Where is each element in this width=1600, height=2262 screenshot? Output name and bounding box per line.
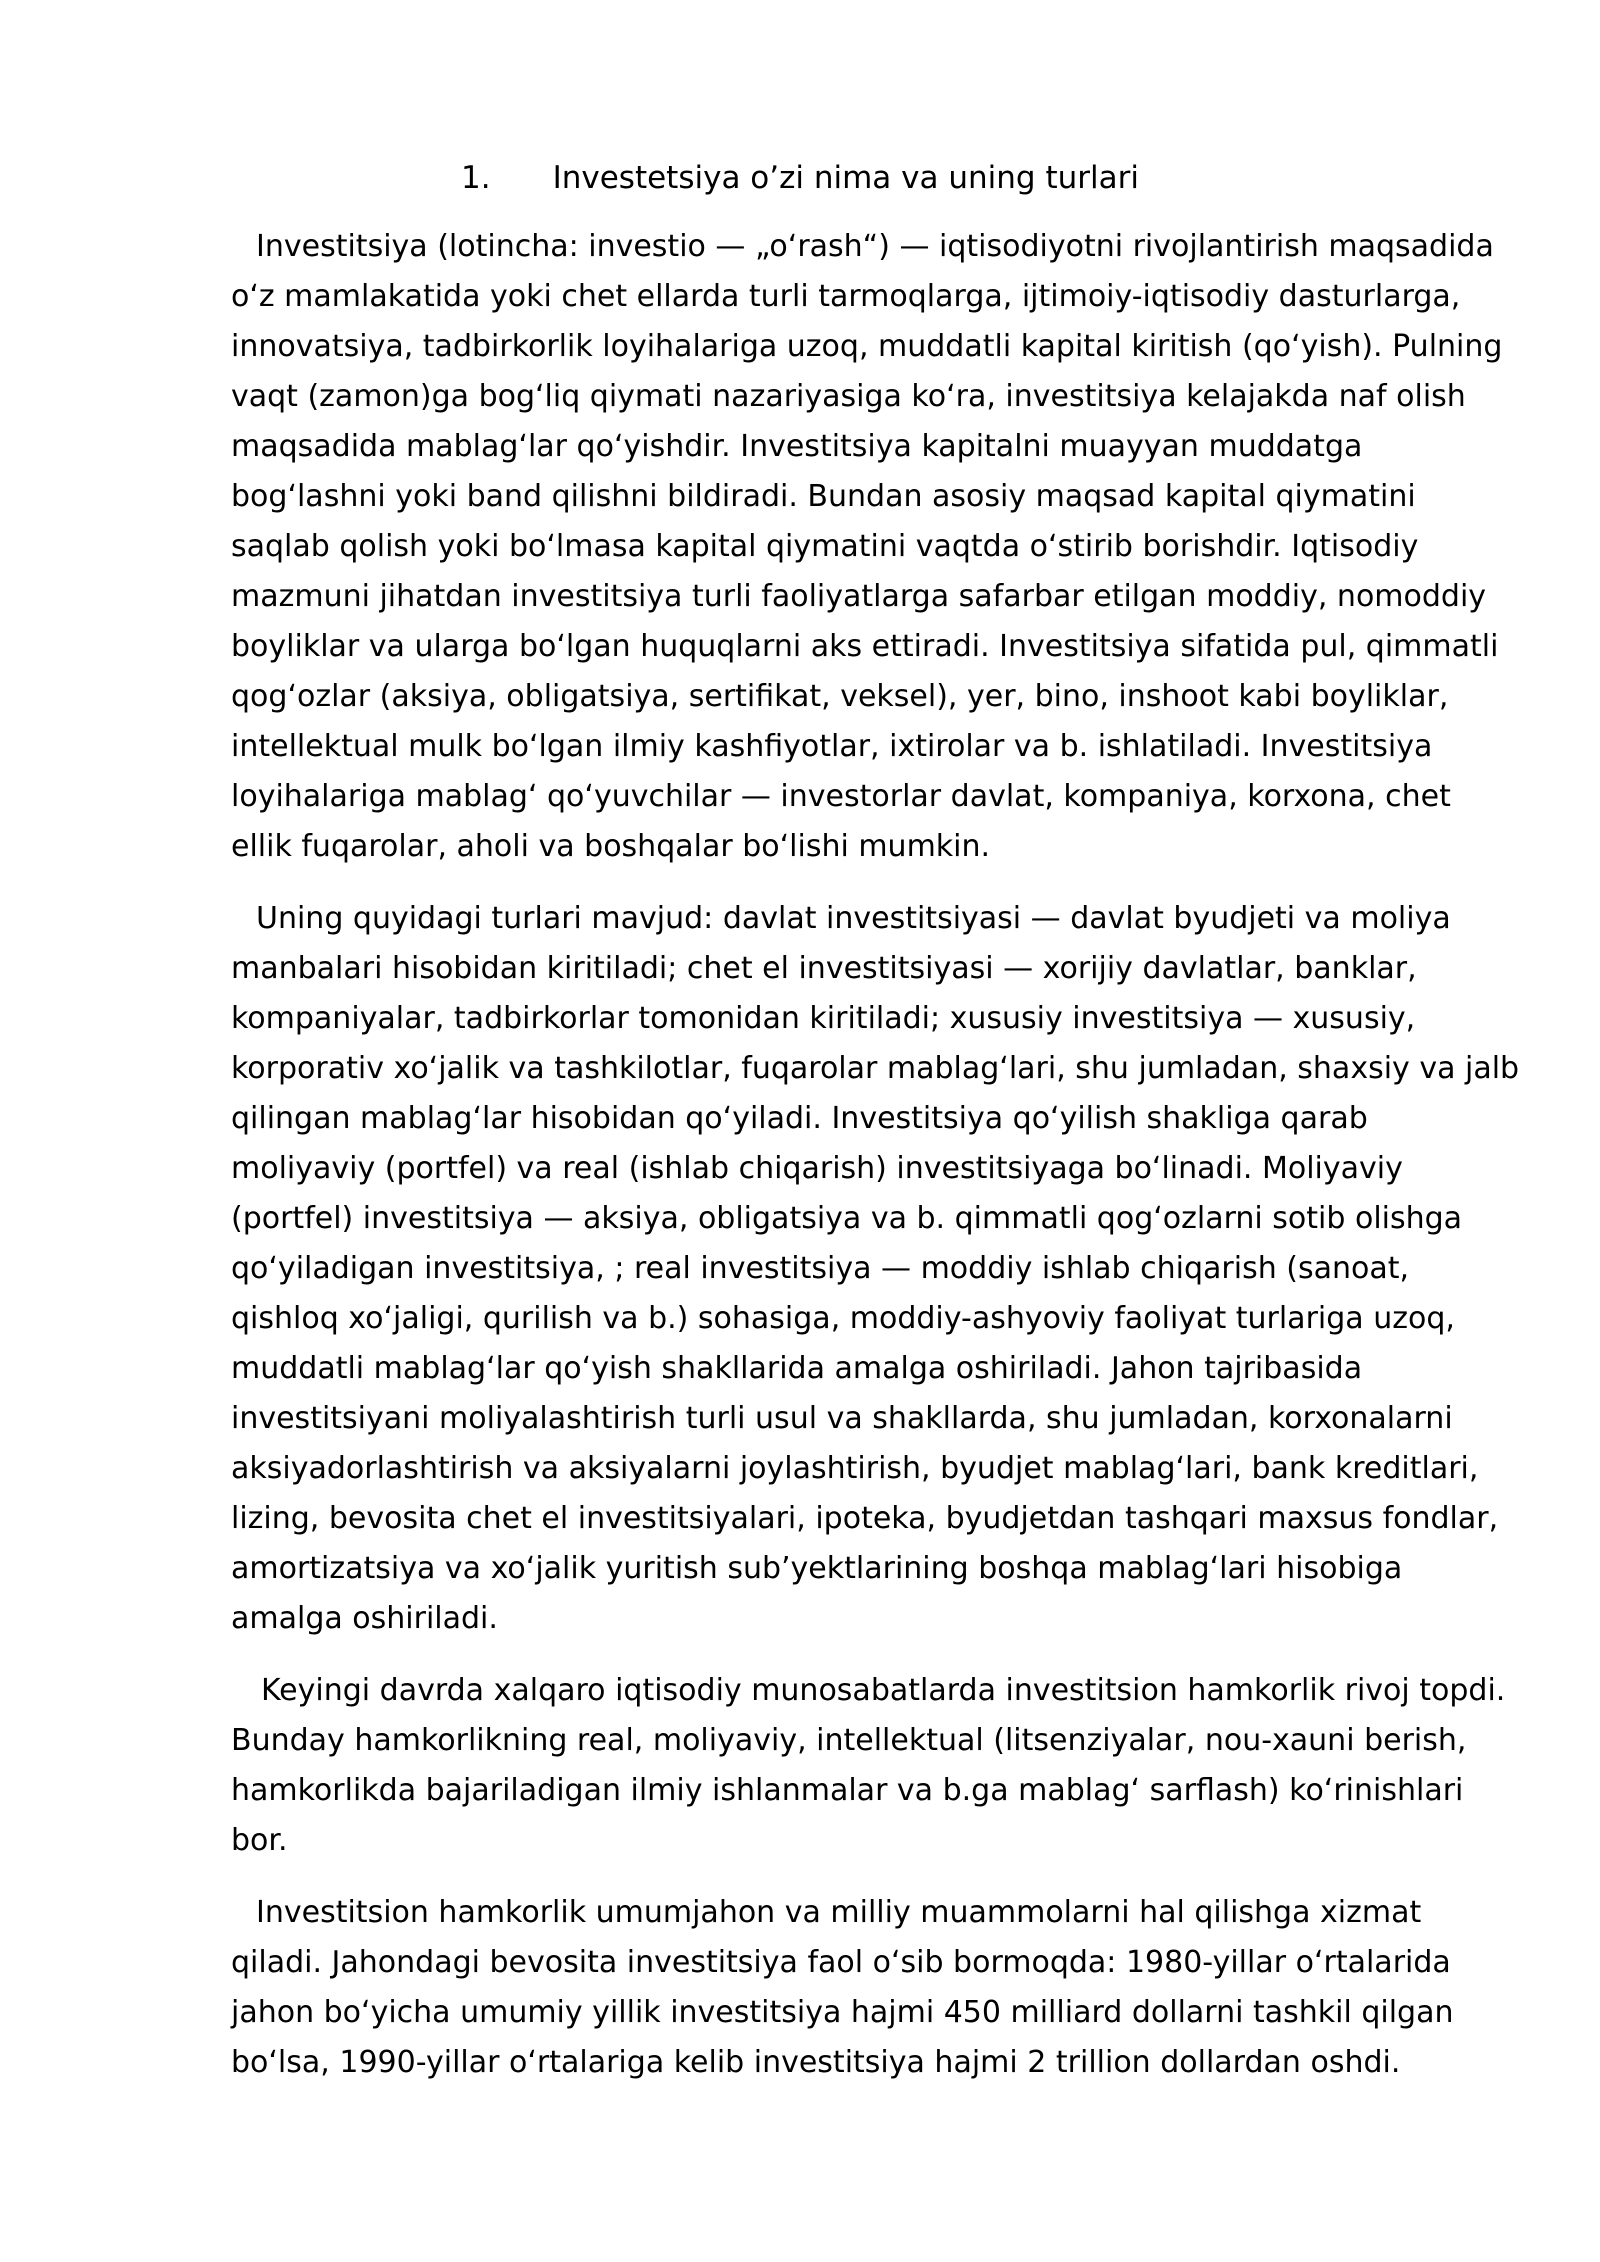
paragraph-types: Uning quyidagi turlari mavjud: davlat investitsiyasi — davlat byudjeti va moliya manbalari hisobidan kiritiladi; chet el investitsiyasi — xorijiy davlatlar, banklar, kompaniyalar, tadbirkorlar tomonidan kiritiladi; xususiy investitsiya — xususiy, korporativ xoʻjalik va tashkilotlar, fuqarolar mablagʻlari, shu jumladan, shaxsiy va jalb qilingan mablagʻlar hisobidan qoʻyiladi. Investitsiya qoʻyilish shakliga qarab moliyaviy (portfel) va real (ishlab chiqarish) investitsiyaga boʻlinadi. Moliyaviy (portfel) investitsiya — aksiya, obligatsiya va b. qimmatli qogʻozlarni sotib olishga qoʻyiladigan investitsiya, ; real investitsiya — moddiy ishlab chiqarish (sanoat, qishloq xoʻjaligi, qurilish va b.) sohasiga, moddiy-ashyoviy faoliyat turlariga uzoq, muddatli mablagʻlar qoʻyish shakllarida amalga oshiriladi. Jahon tajribasida investitsiyani moliyalashtirish turli usul va shakllarda, shu jumladan, korxonalarni aksiyadorlashtirish va aksiyalarni joylashtirish, byudjet mablagʻlari, bank kreditlari, lizing, bevosita chet el investitsiyalari, ipoteka, byudjetdan tashqari maxsus fondlar, amortizatsiya va xoʻjalik yuritish sub’yektlarining boshqa mablagʻlari hisobiga amalga oshiriladi.	[231, 901, 1520, 1636]
paragraph-definition: Investitsiya (lotincha: investio — „oʻrash“) — iqtisodiyotni rivojlantirish maqsadida oʻz mamlakatida yoki chet ellarda turli tarmoqlarga, ijtimoiy-iqtisodiy dasturlarga, innovatsiya, tadbirkorlik loyihalariga uzoq, muddatli kapital kiritish (qoʻyish). Pulning vaqt (zamon)ga bogʻliq qiymati nazariyasiga koʻra, investitsiya kelajakda naf olish maqsadida mablagʻlar qoʻyishdir. Investitsiya kapitalni muayyan muddatga bogʻlashni yoki band qilishni bildiradi. Bundan asosiy maqsad kapital qiymatini saqlab qolish yoki boʻlmasa kapital qiymatini vaqtda oʻstirib borishdir. Iqtisodiy mazmuni jihatdan investitsiya turli faoliyatlarga safarbar etilgan moddiy, nomoddiy boyliklar va ularga boʻlgan huquqlarni aks ettiradi. Investitsiya sifatida pul, qimmatli qogʻozlar (aksiya, obligatsiya, sertifikat, veksel), yer, bino, inshoot kabi boyliklar, intellektual mulk boʻlgan ilmiy kashfiyotlar, ixtirolar va b. ishlatiladi. Investitsiya loyihalariga mablagʻ qoʻyuvchilar — investorlar davlat, kompaniya, korxona, chet ellik fuqarolar, aholi va boshqalar boʻlishi mumkin.	[231, 229, 1503, 864]
section-number: 1.	[461, 160, 491, 196]
body-text	[231, 222, 1521, 2110]
paragraph-global-investment: Investitsion hamkorlik umumjahon va milliy muammolarni hal qilishga xizmat qiladi. Jahondagi bevosita investitsiya faol oʻsib bormoqda: 1980-yillar oʻrtalarida jahon boʻyicha umumiy yillik investitsiya hajmi 450 milliard dollarni tashkil qilgan boʻlsa, 1990-yillar oʻrtalariga kelib investitsiya hajmi 2 trillion dollardan oshdi.	[231, 1895, 1454, 2080]
paragraph-cooperation: Keyingi davrda xalqaro iqtisodiy munosabatlarda investitsion hamkorlik rivoj topdi. Bunday hamkorlikning real, moliyaviy, intellektual (litsenziyalar, nou-xauni berish, hamkorlikda bajariladigan ilmiy ishlanmalar va b.ga mablagʻ sarflash) koʻrinishlari bor.	[231, 1673, 1506, 1858]
section-heading	[0, 158, 1600, 198]
section-title: Investetsiya o’zi nima va uning turlari	[552, 160, 1139, 196]
